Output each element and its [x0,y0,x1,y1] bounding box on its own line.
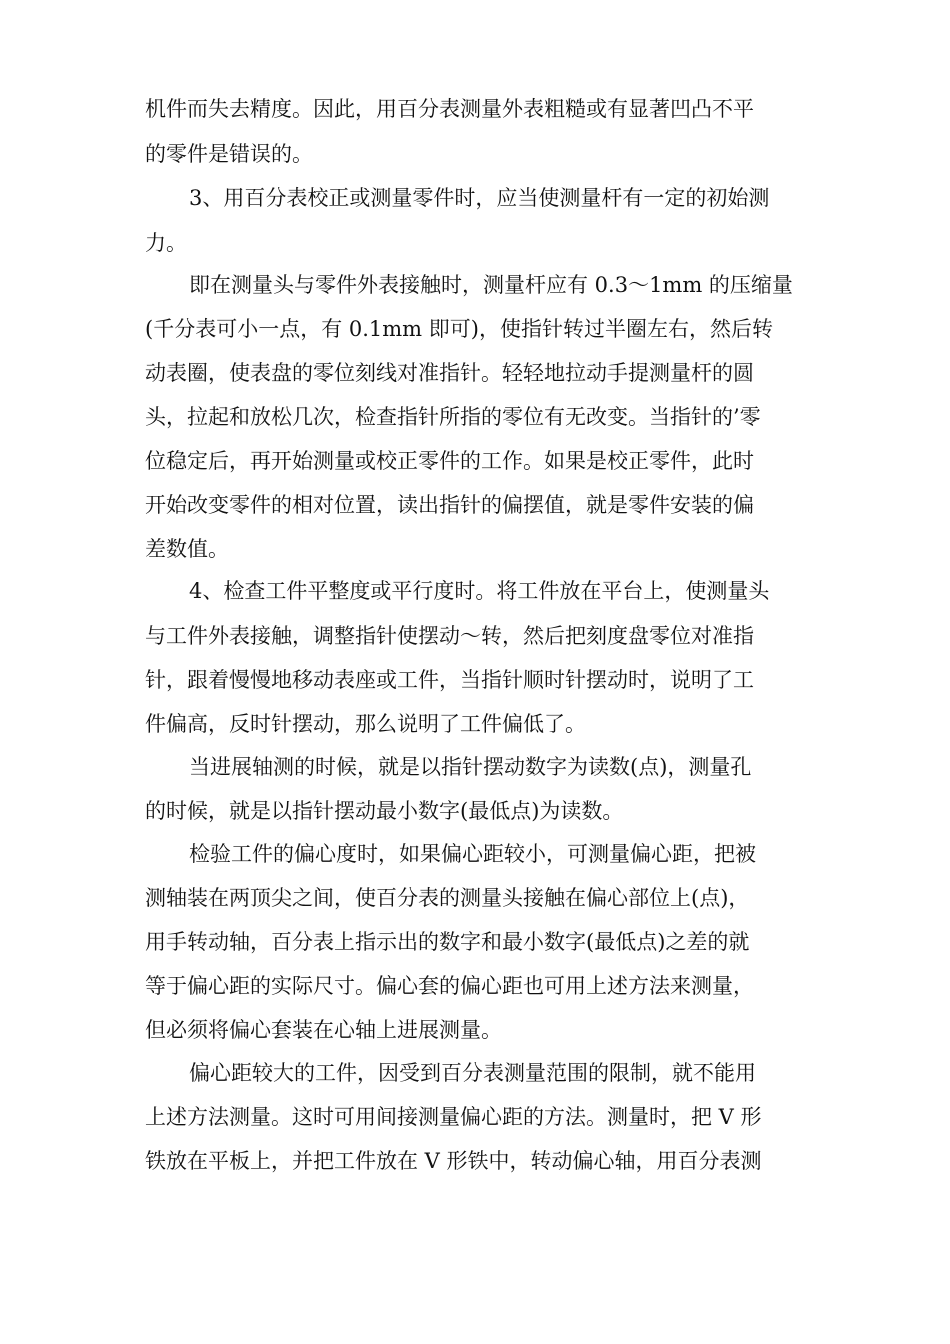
text-line: 力。 [145,231,187,255]
text-line: 开始改变零件的相对位置，读出指针的偏摆值，就是零件安装的偏 [145,493,754,517]
text-line: 针，跟着慢慢地移动表座或工件，当指针顺时针摆动时，说明了工 [145,668,754,692]
text-line: 件偏高，反时针摆动，那么说明了工件偏低了。 [145,712,586,736]
text-line: 等于偏心距的实际尺寸。偏心套的偏心距也可用上述方法来测量， [145,974,754,998]
text-line: 差数值。 [145,537,229,561]
text-line: 位稳定后，再开始测量或校正零件的工作。如果是校正零件，此时 [145,449,754,473]
text-line: 机件而失去精度。因此，用百分表测量外表粗糙或有显著凹凸不平 [145,97,754,121]
text-line: 的时候，就是以指针摆动最小数字(最低点)为读数。 [145,799,624,823]
paragraph-start-line: 偏心距较大的工件，因受到百分表测量范围的限制，就不能用 [189,1061,756,1085]
paragraph-start-line: 3、用百分表校正或测量零件时，应当使测量杆有一定的初始测 [189,186,770,210]
text-line: 头，拉起和放松几次，检查指针所指的零位有无改变。当指针的’零 [145,405,761,429]
text-line: 上述方法测量。这时可用间接测量偏心距的方法。测量时，把 V 形 [145,1105,762,1129]
text-line: 的零件是错误的。 [145,142,313,166]
paragraph-start-line: 即在测量头与零件外表接触时，测量杆应有 0.3～1mm 的压缩量 [189,273,793,297]
text-line: (千分表可小一点，有 0.1mm 即可)，使指针转过半圈左右，然后转 [145,317,773,341]
text-line: 铁放在平板上，并把工件放在 V 形铁中，转动偏心轴，用百分表测 [145,1149,762,1173]
text-line: 测轴装在两顶尖之间，使百分表的测量头接触在偏心部位上(点)， [145,886,750,910]
text-line: 动表圈，使表盘的零位刻线对准指针。轻轻地拉动手提测量杆的圆 [145,361,754,385]
text-line: 与工件外表接触，调整指针使摆动～转，然后把刻度盘零位对准指 [145,624,754,648]
paragraph-start-line: 检验工件的偏心度时，如果偏心距较小，可测量偏心距，把被 [189,842,756,866]
text-line: 但必须将偏心套装在心轴上进展测量。 [145,1018,502,1042]
text-line: 用手转动轴，百分表上指示出的数字和最小数字(最低点)之差的就 [145,930,750,954]
paragraph-start-line: 4、检查工件平整度或平行度时。将工件放在平台上，使测量头 [189,579,770,603]
paragraph-start-line: 当进展轴测的时候，就是以指针摆动数字为读数(点)，测量孔 [189,755,752,779]
